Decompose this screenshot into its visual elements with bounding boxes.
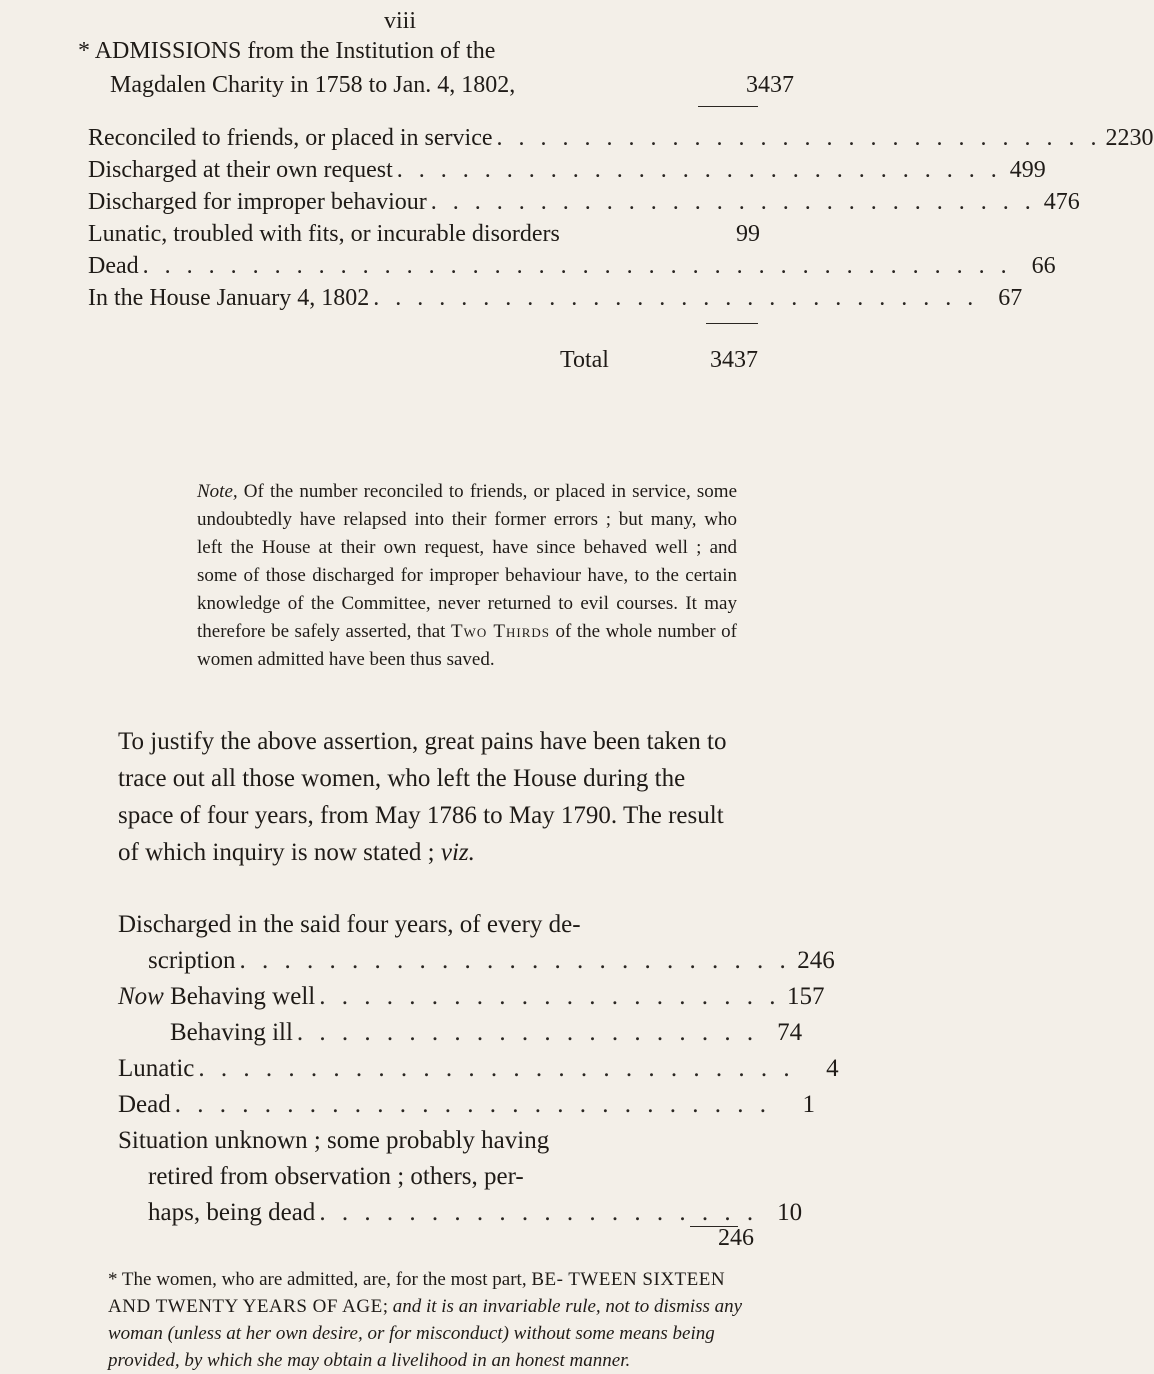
heading-line-1 <box>78 34 495 68</box>
row-label: Discharged at their own request <box>88 157 393 183</box>
unknown-line-3: haps, being dead <box>148 1199 316 1226</box>
behaving-ill-value: 74 <box>777 1019 803 1046</box>
footnote-part-1: The women, who are admitted, are, for the most part, <box>121 1269 527 1290</box>
row-label: Reconciled to friends, or placed in service <box>88 125 493 151</box>
unknown-line-1: Situation unknown ; some probably having <box>118 1127 550 1154</box>
admissions-row <box>88 122 1154 154</box>
leader-dots: . . . . . . . . . . . . . . . . . . . . . . . . . . . . <box>373 285 979 311</box>
leader-dots: . . . . . . . . . . . . . . . . . . . . <box>319 1199 759 1226</box>
footnote-caps-2: TWEEN SIXTEEN AND TWENTY YEARS OF AGE <box>108 1269 726 1317</box>
unknown-line-2: retired from observation ; others, per- <box>148 1163 524 1190</box>
now-label: Now <box>118 983 164 1010</box>
paragraph-text: To justify the above assertion, great pains have been taken to trace out all those women, who left the House during the space of four years, from May 1786 to May 1790. The result of which inquiry is now stated ; <box>118 728 727 866</box>
inquiry-row <box>118 1051 839 1087</box>
leader-dots: . . . . . . . . . . . . . . . . . . . . . . . . . . . . <box>430 189 1036 215</box>
behaving-well-value: 157 <box>786 983 825 1010</box>
admissions-row <box>88 186 1080 218</box>
note-two-thirds: Two Thirds <box>450 621 550 642</box>
row-value: 2230 <box>1105 125 1154 151</box>
discharged-line-1: Discharged in the said four years, of every de- <box>118 911 581 938</box>
behaving-ill-label: Behaving ill <box>170 1019 293 1046</box>
row-label: Lunatic, troubled with fits, or incurable disorders <box>88 221 560 247</box>
heading-line-2 <box>110 68 794 102</box>
inquiry-row <box>118 979 825 1015</box>
inquiry-row <box>118 1087 815 1123</box>
rule-total <box>706 323 758 324</box>
lunatic-label: Lunatic <box>118 1055 195 1082</box>
leader-dots: . . . . . . . . . . . . . . . . . . . . . . . . . . . . . . . . . . . . . . . . <box>142 253 1012 279</box>
discharged-line-2: scription <box>148 947 236 974</box>
row-value: 66 <box>1031 253 1056 279</box>
page-number: viii <box>383 8 416 34</box>
footnote-part-2: ; <box>382 1296 388 1317</box>
footnote-caps-1: BE- <box>531 1269 564 1290</box>
paragraph-viz: viz. <box>440 839 475 866</box>
footnote-marker: * <box>78 38 90 64</box>
leader-dots: . . . . . . . . . . . . . . . . . . . . . . . . . . . <box>174 1091 771 1118</box>
footnote <box>108 1266 768 1374</box>
heading-text-2: Magdalen Charity in 1758 to Jan. 4, 1802, <box>110 72 516 98</box>
row-value: 99 <box>736 221 760 247</box>
admissions-table <box>88 114 1154 314</box>
leader-dots: . . . . . . . . . . . . . . . . . . . . . <box>296 1019 759 1046</box>
inquiry-table <box>118 907 839 1231</box>
leader-dots: . . . . . . . . . . . . . . . . . . . . . . . . . . . <box>198 1055 795 1082</box>
body-paragraph <box>118 723 743 871</box>
inquiry-row <box>118 943 835 979</box>
unknown-value: 10 <box>777 1199 803 1226</box>
row-value: 499 <box>1009 157 1046 183</box>
dead-value: 1 <box>802 1091 815 1118</box>
admissions-row <box>88 218 760 250</box>
admissions-row <box>88 154 1046 186</box>
leader-dots: . . . . . . . . . . . . . . . . . . . . . . . . . <box>239 947 791 974</box>
admissions-row <box>88 282 1023 314</box>
note-text-1: Of the number reconciled to friends, or placed in service, some undoubtedly have relapsed into their former errors ; but many, who left the House at their own request, have since behaved well ; and some of those discharged for improper behaviour have, to the certain knowledge of the Committee, never returned to evil courses. It may therefore be safely asserted, that <box>197 481 737 642</box>
heading-total: 3437 <box>746 72 794 98</box>
footnote-marker-bottom: * <box>108 1269 118 1290</box>
leader-dots: . . . . . . . . . . . . . . . . . . . . . . . . . . . . <box>396 157 1002 183</box>
footnote-italic: and it is an invariable rule, not to dismiss any woman (unless at her own desire, or for misconduct) without some means being provided, by which she may obtain a livelihood in an honest manner. <box>108 1296 743 1371</box>
admissions-total-row <box>560 344 760 376</box>
admissions-row <box>88 250 1056 282</box>
heading-text-1: ADMISSIONS from the Institution of the <box>94 38 496 64</box>
leader-dots: . . . . . . . . . . . . . . . . . . . . . <box>319 983 781 1010</box>
lunatic-value: 4 <box>826 1055 839 1082</box>
row-label: In the House January 4, 1802 <box>88 285 370 311</box>
row-value: 476 <box>1043 189 1080 215</box>
note-paragraph <box>197 478 737 674</box>
row-label: Discharged for improper behaviour <box>88 189 427 215</box>
row-value: 67 <box>998 285 1023 311</box>
inquiry-row <box>118 1015 803 1051</box>
note-text-2: of the whole number of women admitted have been thus saved. <box>197 621 737 670</box>
note-lead: Note, <box>197 481 238 502</box>
behaving-well-label: Behaving well <box>170 983 316 1010</box>
leader-dots: . . . . . . . . . . . . . . . . . . . . . . . . . . . . <box>496 125 1102 151</box>
row-label: Dead <box>88 253 139 279</box>
inquiry-total-value: 246 <box>718 1225 754 1251</box>
total-label: Total <box>560 347 609 373</box>
total-value: 3437 <box>710 347 758 373</box>
dead-label: Dead <box>118 1091 171 1118</box>
discharged-value: 246 <box>797 947 835 974</box>
inquiry-row <box>118 1195 803 1231</box>
rule-top <box>698 106 758 107</box>
